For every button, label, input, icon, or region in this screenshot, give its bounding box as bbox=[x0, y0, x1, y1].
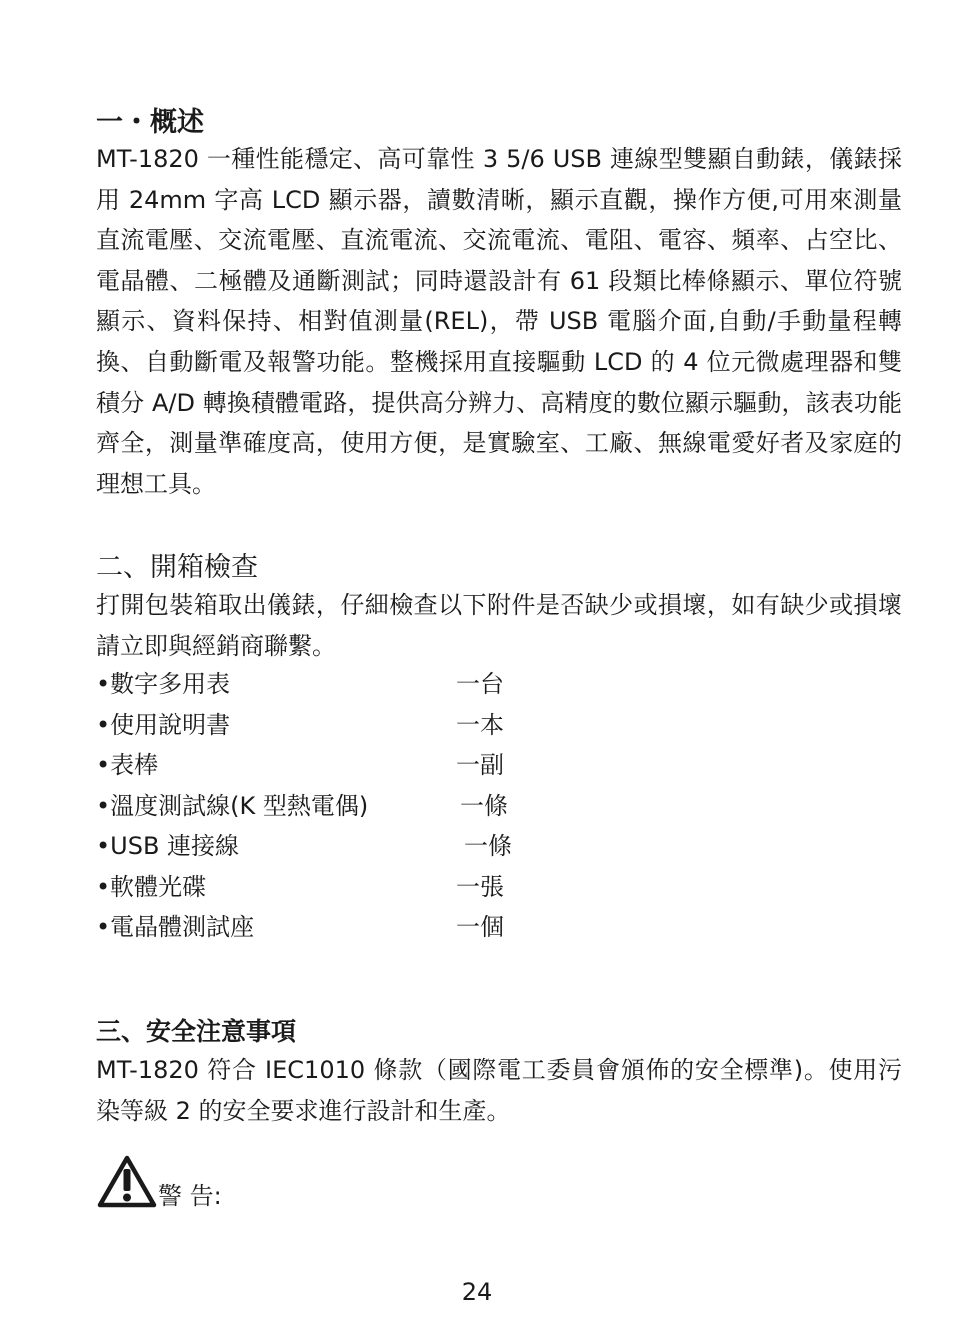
section-title-overview: 一・概述 bbox=[96, 107, 204, 138]
list-item bbox=[96, 907, 616, 948]
accessory-quantity: 一副 bbox=[456, 751, 504, 779]
warning-label: 警 告: bbox=[158, 1182, 222, 1210]
section-title-unpacking: 二、開箱檢查 bbox=[96, 552, 258, 583]
accessory-quantity: 一台 bbox=[456, 670, 504, 698]
warning-triangle-icon bbox=[96, 1154, 158, 1208]
list-item bbox=[96, 786, 616, 827]
accessory-name: •表棒 bbox=[96, 751, 159, 779]
list-item bbox=[96, 705, 616, 746]
accessory-name: •軟體光碟 bbox=[96, 872, 207, 901]
accessory-quantity: 一條 bbox=[460, 791, 508, 820]
accessory-quantity: 一本 bbox=[456, 710, 504, 739]
list-item bbox=[96, 826, 616, 867]
warning-block bbox=[96, 1154, 396, 1210]
section-body-overview: MT-1820 一種性能穩定、高可靠性 3 5/6 USB 連線型雙顯自動錶，儀錶採用 24mm 字高 LCD 顯示器，讀數清晰，顯示直觀，操作方便,可用來測量直流電壓、交流電壓、直流電流、交流電流、電阻、電容、頻率、占空比、電晶體、二極體及通斷測試；同時還設計有 61 段類比棒條顯示、單位符號顯示、資料保持、相對值測量(REL)，帶 USB 電腦介面,自動/手動量程轉換、自動斷電及報警功能。整機採用直接驅動 LCD 的 4 位元微處理器和雙積分 A/D 轉換積體電路，提供高分辨力、高精度的數位顯示驅動，該表功能齊全，測量準確度高，使用方便，是實驗室、工廠、無線電愛好者及家庭的理想工具。 bbox=[96, 145, 902, 498]
accessory-quantity: 一條 bbox=[464, 832, 512, 860]
section-body-unpacking: 打開包裝箱取出儀錶，仔細檢查以下附件是否缺少或損壞，如有缺少或損壞請立即與經銷商聯繫。 bbox=[96, 591, 902, 660]
list-item bbox=[96, 745, 616, 786]
accessory-name: •電晶體測試座 bbox=[96, 913, 255, 941]
accessory-name: •溫度測試線(K 型熱電偶) bbox=[96, 791, 369, 820]
accessory-quantity: 一張 bbox=[456, 872, 504, 901]
list-item bbox=[96, 664, 616, 705]
accessory-name: •使用說明書 bbox=[96, 710, 231, 739]
accessory-name: •數字多用表 bbox=[96, 670, 231, 698]
accessory-list bbox=[96, 664, 616, 948]
accessory-name: •USB 連接線 bbox=[96, 832, 240, 860]
accessory-quantity: 一個 bbox=[456, 913, 504, 941]
section-title-safety: 三、安全注意事項 bbox=[96, 1017, 297, 1046]
page-number: 24 bbox=[461, 1278, 493, 1306]
section-body-safety: MT-1820 符合 IEC1010 條款（國際電工委員會頒佈的安全標準)。使用污染等級 2 的安全要求進行設計和生產。 bbox=[96, 1056, 902, 1125]
list-item bbox=[96, 867, 616, 908]
